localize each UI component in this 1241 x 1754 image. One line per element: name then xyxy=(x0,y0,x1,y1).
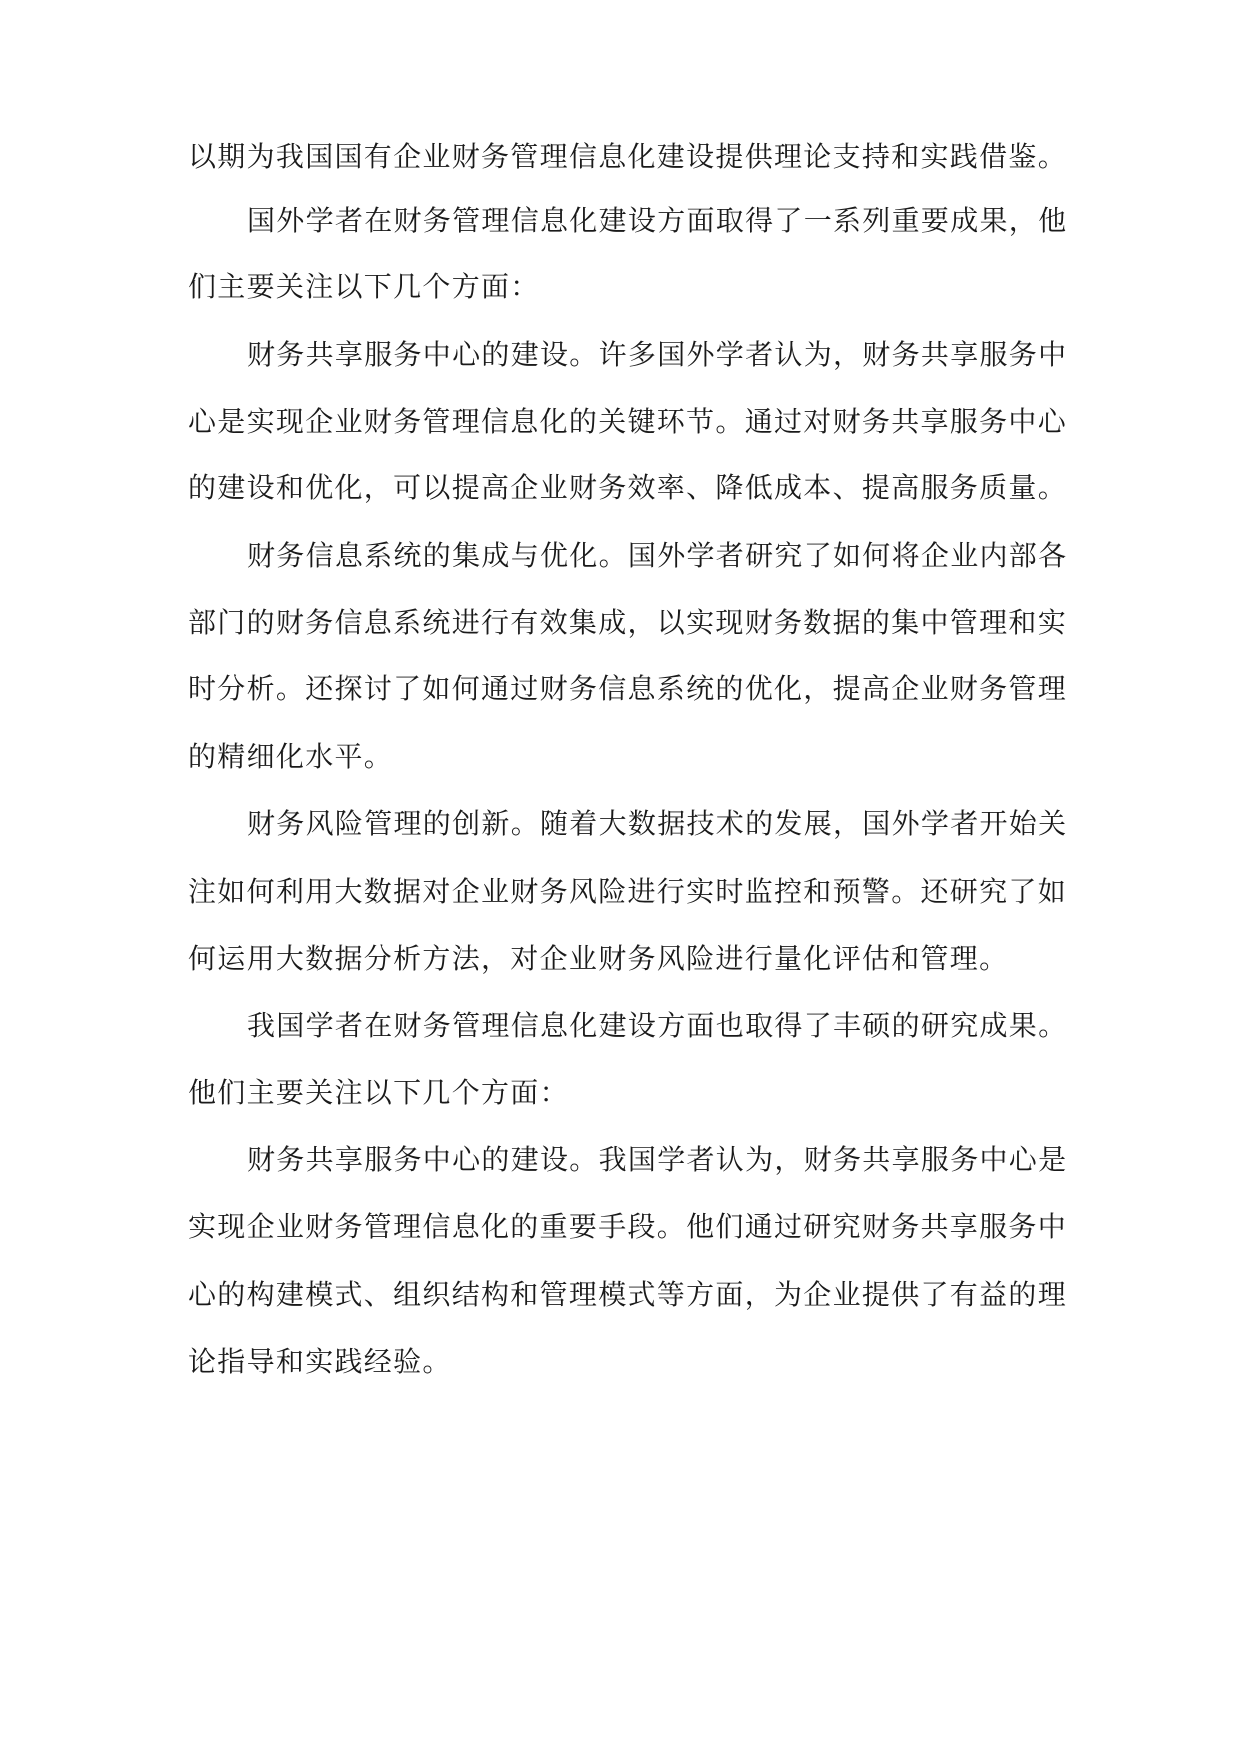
paragraph-line: 论指导和实践经验。 xyxy=(188,1345,452,1378)
paragraph-line: 们主要关注以下几个方面： xyxy=(188,270,540,303)
paragraph-line: 注如何利用大数据对企业财务风险进行实时监控和预警。还研究了如 xyxy=(188,875,1068,908)
paragraph-line: 时分析。还探讨了如何通过财务信息系统的优化，提高企业财务管理 xyxy=(188,672,1068,705)
paragraph-line: 的建设和优化，可以提高企业财务效率、降低成本、提高服务质量。 xyxy=(188,471,1068,504)
paragraph-line: 以期为我国国有企业财务管理信息化建设提供理论支持和实践借鉴。 xyxy=(188,140,1068,173)
paragraph-line: 财务共享服务中心的建设。许多国外学者认为，财务共享服务中 xyxy=(247,338,1068,371)
paragraph-line: 心的构建模式、组织结构和管理模式等方面，为企业提供了有益的理 xyxy=(188,1278,1068,1311)
paragraph-line: 财务共享服务中心的建设。我国学者认为，财务共享服务中心是 xyxy=(247,1143,1068,1176)
paragraph-line: 我国学者在财务管理信息化建设方面也取得了丰硕的研究成果。 xyxy=(247,1009,1068,1042)
paragraph-line: 国外学者在财务管理信息化建设方面取得了一系列重要成果，他 xyxy=(247,204,1068,237)
paragraph-line: 财务信息系统的集成与优化。国外学者研究了如何将企业内部各 xyxy=(247,539,1068,572)
paragraph-line: 心是实现企业财务管理信息化的关键环节。通过对财务共享服务中心 xyxy=(188,405,1068,438)
paragraph-line: 实现企业财务管理信息化的重要手段。他们通过研究财务共享服务中 xyxy=(188,1210,1068,1243)
paragraph-line: 何运用大数据分析方法，对企业财务风险进行量化评估和管理。 xyxy=(188,942,1009,975)
paragraph-line: 他们主要关注以下几个方面： xyxy=(188,1076,569,1109)
paragraph-line: 部门的财务信息系统进行有效集成，以实现财务数据的集中管理和实 xyxy=(188,606,1068,639)
paragraph-line: 的精细化水平。 xyxy=(188,740,394,773)
paragraph-line: 财务风险管理的创新。随着大数据技术的发展，国外学者开始关 xyxy=(247,807,1068,840)
